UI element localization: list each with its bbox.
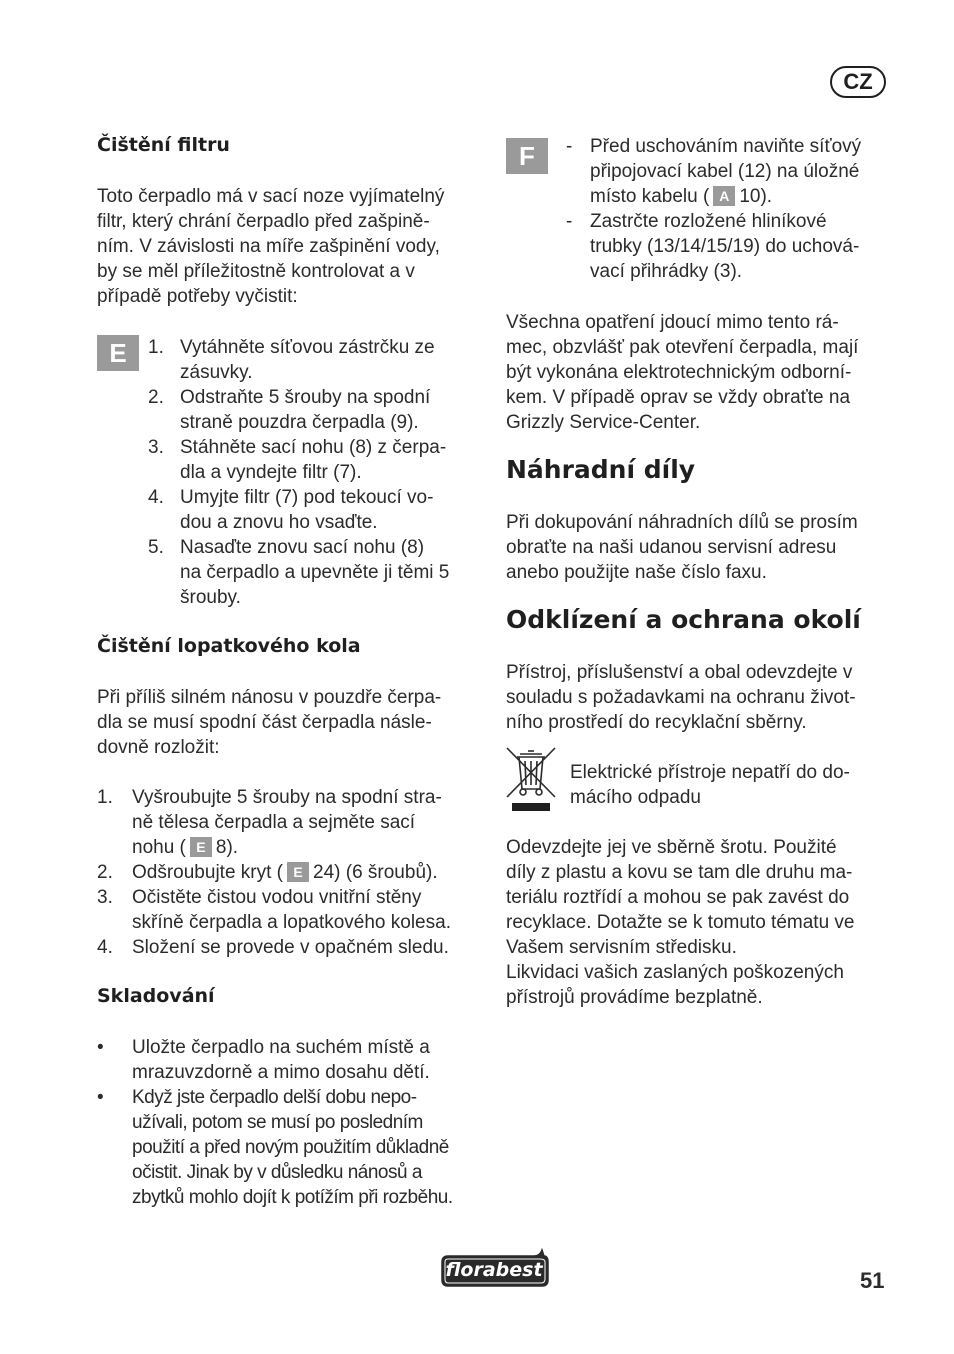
text-line: Toto čerpadlo má v sací noze vyjímatelný — [97, 186, 445, 207]
text-line: Elektrické přístroje nepatří do do- — [570, 762, 850, 783]
text-line: anebo použijte naše číslo faxu. — [506, 562, 767, 583]
text-segment: místo kabelu ( — [590, 186, 710, 207]
text-line: filtr, který chrání čerpadlo před zašpině- — [97, 211, 430, 232]
filter-intro-paragraph — [97, 184, 487, 309]
text-line: připojovací kabel (12) na úložné — [590, 161, 860, 182]
text-line: očistit. Jinak by v důsledku nánosů a — [132, 1162, 422, 1183]
text-line: dla se musí spodní část čerpadla násle- — [97, 712, 432, 733]
figure-reference-chip: A — [713, 186, 735, 206]
text-line: mrazuvzdorně a mimo dosahu dětí. — [132, 1062, 430, 1083]
list-number: 5. — [148, 537, 164, 558]
list-item — [148, 485, 488, 535]
text-line: přístrojů provádíme bezplatně. — [506, 987, 763, 1008]
weee-note — [570, 760, 900, 810]
text-segment: Odšroubujte kryt ( — [132, 862, 283, 883]
text-line: být vykonána elektrotechnickým odborní- — [506, 362, 852, 383]
text-line: mácího odpadu — [570, 787, 701, 808]
text-line: Při dokupování náhradních dílů se prosím — [506, 512, 858, 533]
text-line: souladu s požadavkami na ochranu život- — [506, 687, 856, 708]
text-line: Odevzdejte jej ve sběrně šrotu. Použité — [506, 837, 837, 858]
list-item — [148, 385, 488, 435]
text-line: Složení se provede v opačném sledu. — [132, 937, 449, 958]
text-line: zásuvky. — [180, 362, 253, 383]
text-line: Nasaďte znovu sací nohu (8) — [180, 537, 425, 558]
list-item — [97, 860, 487, 885]
text-line: užívali, potom se musí po posledním — [132, 1112, 423, 1133]
text-segment: 24) (6 šroubů). — [313, 862, 438, 883]
text-line — [132, 860, 487, 885]
text-line: ního prostředí do recyklační sběrny. — [506, 712, 807, 733]
text-segment: nohu ( — [132, 837, 186, 858]
text-line: Přístroj, příslušenství a obal odevzdejte v — [506, 662, 853, 683]
list-item — [97, 935, 487, 960]
text-line: dovně rozložit: — [97, 737, 220, 758]
list-number: 1. — [97, 787, 113, 808]
impeller-intro-paragraph — [97, 685, 487, 760]
bullet-mark: • — [97, 1087, 104, 1108]
text-segment: 10). — [739, 186, 773, 207]
logo-text: florabest — [445, 1259, 543, 1281]
text-line: Všechna opatření jdoucí mimo tento rá- — [506, 312, 839, 333]
service-note-paragraph — [506, 310, 906, 435]
text-line: Když jste čerpadlo delší dobu nepo- — [132, 1087, 417, 1108]
text-line: případě potřeby vyčistit: — [97, 286, 298, 307]
text-line: by se měl příležitostně kontrolovat a v — [97, 261, 415, 282]
figure-reference-tag-e: E — [97, 335, 139, 371]
storage-heading: Skladování — [97, 985, 215, 1007]
text-line: ním. V závislosti na míře zašpinění vody, — [97, 236, 440, 257]
list-item — [148, 335, 488, 385]
text-line: trubky (13/14/15/19) do uchová- — [590, 236, 860, 257]
text-line: Likvidaci vašich zaslaných poškozených — [506, 962, 844, 983]
brand-logo — [438, 1248, 550, 1288]
list-item — [97, 1085, 487, 1210]
storage-bullets-list — [97, 1035, 487, 1210]
text-line — [132, 835, 487, 860]
bullet-mark: • — [97, 1037, 104, 1058]
text-line: ně tělesa čerpadla a sejměte sací — [132, 812, 416, 833]
text-line: kem. V případě oprav se vždy obraťte na — [506, 387, 851, 408]
text-line: použití a před novým použitím důkladně — [132, 1137, 449, 1158]
spare-parts-heading: Náhradní díly — [506, 455, 696, 484]
text-line: recyklace. Dotažte se k tomuto tématu ve — [506, 912, 855, 933]
text-line: obraťte na naši udanou servisní adresu — [506, 537, 837, 558]
list-number: 1. — [148, 337, 164, 358]
figure-reference-tag-f: F — [506, 138, 548, 174]
text-line: vací přihrádky (3). — [590, 261, 743, 282]
text-line: mec, obzvlášť pak otevření čerpadla, mají — [506, 337, 859, 358]
list-item — [97, 1035, 487, 1085]
storage-steps-list — [566, 134, 896, 284]
text-line: Vytáhněte síťovou zástrčku ze — [180, 337, 435, 358]
list-item — [148, 435, 488, 485]
text-line: Stáhněte sací nohu (8) z čerpa- — [180, 437, 447, 458]
figure-reference-chip: E — [190, 837, 212, 857]
list-number: 4. — [148, 487, 164, 508]
list-number: 4. — [97, 937, 113, 958]
text-line: Očistěte čistou vodou vnitřní stěny — [132, 887, 422, 908]
text-line: teriálu roztřídí a mohou se pak zavést do — [506, 887, 850, 908]
text-line: Uložte čerpadlo na suchém místě a — [132, 1037, 430, 1058]
text-line: Při příliš silném nánosu v pouzdře čerpa- — [97, 687, 442, 708]
dash-mark: - — [566, 136, 573, 157]
text-line: dou a znovu ho vsaďte. — [180, 512, 378, 533]
text-line: Vyšroubujte 5 šrouby na spodní stra- — [132, 787, 442, 808]
list-item — [148, 535, 488, 610]
text-line: díly z plastu a kovu se tam dle druhu ma- — [506, 862, 853, 883]
text-line: dla a vyndejte filtr (7). — [180, 462, 362, 483]
spare-parts-paragraph — [506, 510, 906, 585]
dash-mark: - — [566, 211, 573, 232]
list-number: 2. — [97, 862, 113, 883]
list-item — [566, 134, 896, 209]
text-line: straně pouzdra čerpadla (9). — [180, 412, 419, 433]
text-line: šrouby. — [180, 587, 241, 608]
list-item — [97, 885, 487, 935]
list-number: 3. — [148, 437, 164, 458]
text-line: Před uschováním naviňte síťový — [590, 136, 862, 157]
text-line: Umyjte filtr (7) pod tekoucí vo- — [180, 487, 434, 508]
list-item — [566, 209, 896, 284]
disposal-heading: Odklízení a ochrana okolí — [506, 605, 861, 634]
crossed-out-wheelie-bin-icon — [504, 745, 558, 817]
page-number: 51 — [860, 1268, 885, 1293]
text-line: Grizzly Service-Center. — [506, 412, 701, 433]
text-line: skříně čerpadla a lopatkového kolesa. — [132, 912, 451, 933]
text-line: na čerpadlo a upevněte ji těmi 5 — [180, 562, 450, 583]
disposal-paragraph — [506, 660, 906, 735]
text-segment: 8). — [215, 837, 239, 858]
list-number: 3. — [97, 887, 113, 908]
text-line: Odstraňte 5 šrouby na spodní — [180, 387, 431, 408]
text-line: Zastrčte rozložené hliníkové — [590, 211, 827, 232]
list-item — [97, 785, 487, 860]
impeller-steps-list — [97, 785, 487, 960]
list-number: 2. — [148, 387, 164, 408]
text-line — [590, 184, 896, 209]
filter-cleaning-heading: Čištění filtru — [97, 134, 230, 156]
text-line: Vašem servisním středisku. — [506, 937, 737, 958]
recycling-paragraph — [506, 835, 906, 1010]
impeller-cleaning-heading: Čištění lopatkového kola — [97, 635, 361, 657]
text-line: zbytků mohlo dojít k potížím při rozběhu. — [132, 1187, 453, 1208]
figure-reference-chip: E — [287, 862, 309, 882]
language-badge: CZ — [830, 66, 886, 98]
filter-steps-list — [148, 335, 488, 610]
